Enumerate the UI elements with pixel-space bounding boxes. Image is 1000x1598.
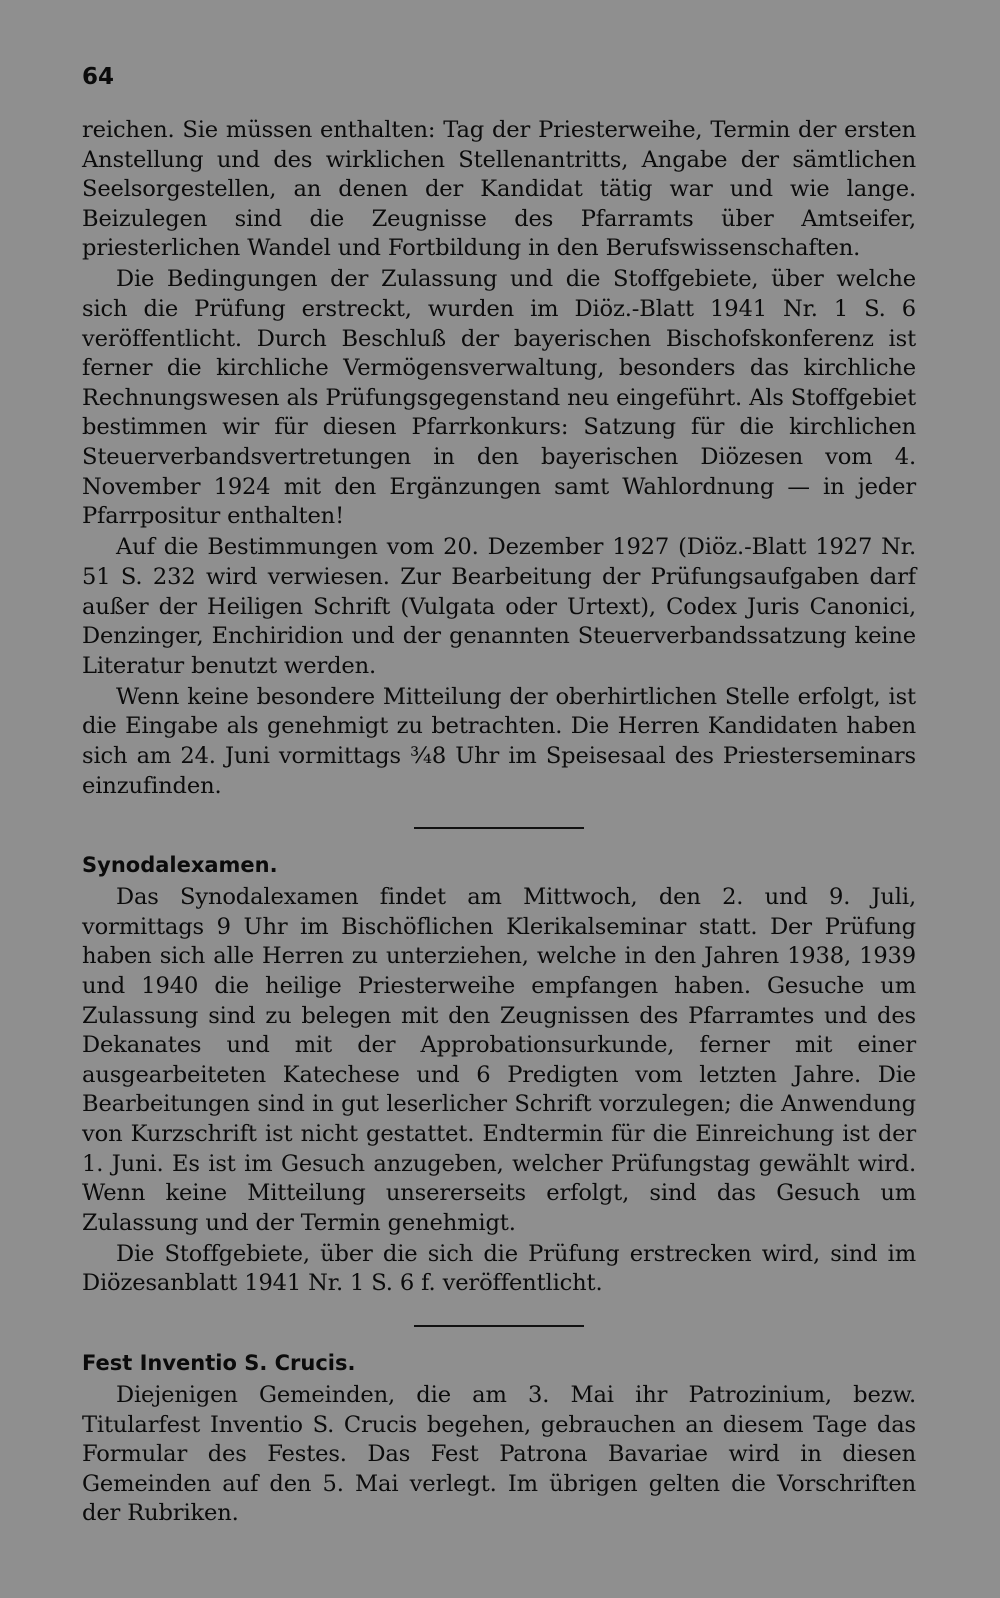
paragraph: Die Bedingungen der Zulassung und die Stoffgebiete, über welche sich die Prüfung erstreckt, wurden im Diöz.-Blatt 1941 Nr. 1 S. 6 veröffentlicht. Durch Beschluß der bayerischen Bischofskonferenz ist ferner die kirchliche Vermögensverwaltung, besonders das kirchliche Rechnungswesen als Prüfungsgegenstand neu eingeführt. Als Stoffgebiet bestimmen wir für diesen Pfarrkonkurs: Satzung für die kirchlichen Steuerverbandsvertretungen in den bayerischen Diözesen vom 4. November 1924 mit den Ergänzungen samt Wahlordnung — in jeder Pfarrpositur enthalten!: [82, 266, 916, 530]
section-heading: Synodalexamen.: [82, 853, 278, 878]
paragraph: Wenn keine besondere Mitteilung der oberhirtlichen Stelle erfolgt, ist die Eingabe als genehmigt zu betrachten. Die Herren Kandidaten haben sich am 24. Juni vormittags ¾8 Uhr im Speisesaal des Priesterseminars einzufinden.: [82, 683, 916, 799]
section-fest-inventio: [82, 1349, 916, 1529]
section-divider: [414, 827, 584, 829]
section-divider: [414, 1325, 584, 1327]
section-synodalexamen: [82, 851, 916, 1299]
section-pfarrkonkurs: [82, 116, 916, 801]
paragraph: Auf die Bestimmungen vom 20. Dezember 1927 (Diöz.-Blatt 1927 Nr. 51 S. 232 wird verwiesen. Zur Bearbeitung der Prüfungsaufgaben darf außer der Heiligen Schrift (Vulgata oder Urtext), Codex Juris Canonici, Denzinger, Enchiridion und der genannten Steuerverbandssatzung keine Literatur benutzt werden.: [82, 534, 916, 679]
document-page: [82, 62, 916, 1529]
paragraph: Diejenigen Gemeinden, die am 3. Mai ihr Patrozinium, bezw. Titularfest Inventio S. Crucis begehen, gebrauchen an diesem Tage das Formular des Festes. Das Fest Patrona Bavariae wird in diesen Gemeinden auf den 5. Mai verlegt. Im übrigen gelten die Vorschriften der Rubriken.: [82, 1381, 916, 1527]
page-number: 64: [82, 64, 115, 90]
section-heading: Fest Inventio S. Crucis.: [82, 1350, 356, 1375]
paragraph: Das Synodalexamen findet am Mittwoch, den 2. und 9. Juli, vormittags 9 Uhr im Bischöflichen Klerikalseminar statt. Der Prüfung haben sich alle Herren zu unterziehen, welche in den Jahren 1938, 1939 und 1940 die heilige Priesterweihe empfangen haben. Gesuche um Zulassung sind zu belegen mit den Zeugnissen des Pfarramtes und des Dekanates und mit der Approbationsurkunde, ferner mit einer ausgearbeiteten Katechese und 6 Predigten vom letzten Jahre. Die Bearbeitungen sind in gut leserlicher Schrift vorzulegen; die Anwendung von Kurzschrift ist nicht gestattet. Endtermin für die Einreichung ist der 1. Juni. Es ist im Gesuch anzugeben, welcher Prüfungstag gewählt wird. Wenn keine Mitteilung unsererseits erfolgt, sind das Gesuch um Zulassung und der Termin genehmigt.: [82, 884, 916, 1236]
paragraph: Die Stoffgebiete, über die sich die Prüfung erstrecken wird, sind im Diözesanblatt 1941 Nr. 1 S. 6 f. veröffentlicht.: [82, 1240, 916, 1297]
paragraph: reichen. Sie müssen enthalten: Tag der Priesterweihe, Termin der ersten Anstellung und des wirklichen Stellenantritts, Angabe der sämtlichen Seelsorgestellen, an denen der Kandidat tätig war und wie lange. Beizulegen sind die Zeugnisse des Pfarramts über Amtseifer, priesterlichen Wandel und Fortbildung in den Berufswissenschaften.: [82, 117, 916, 262]
